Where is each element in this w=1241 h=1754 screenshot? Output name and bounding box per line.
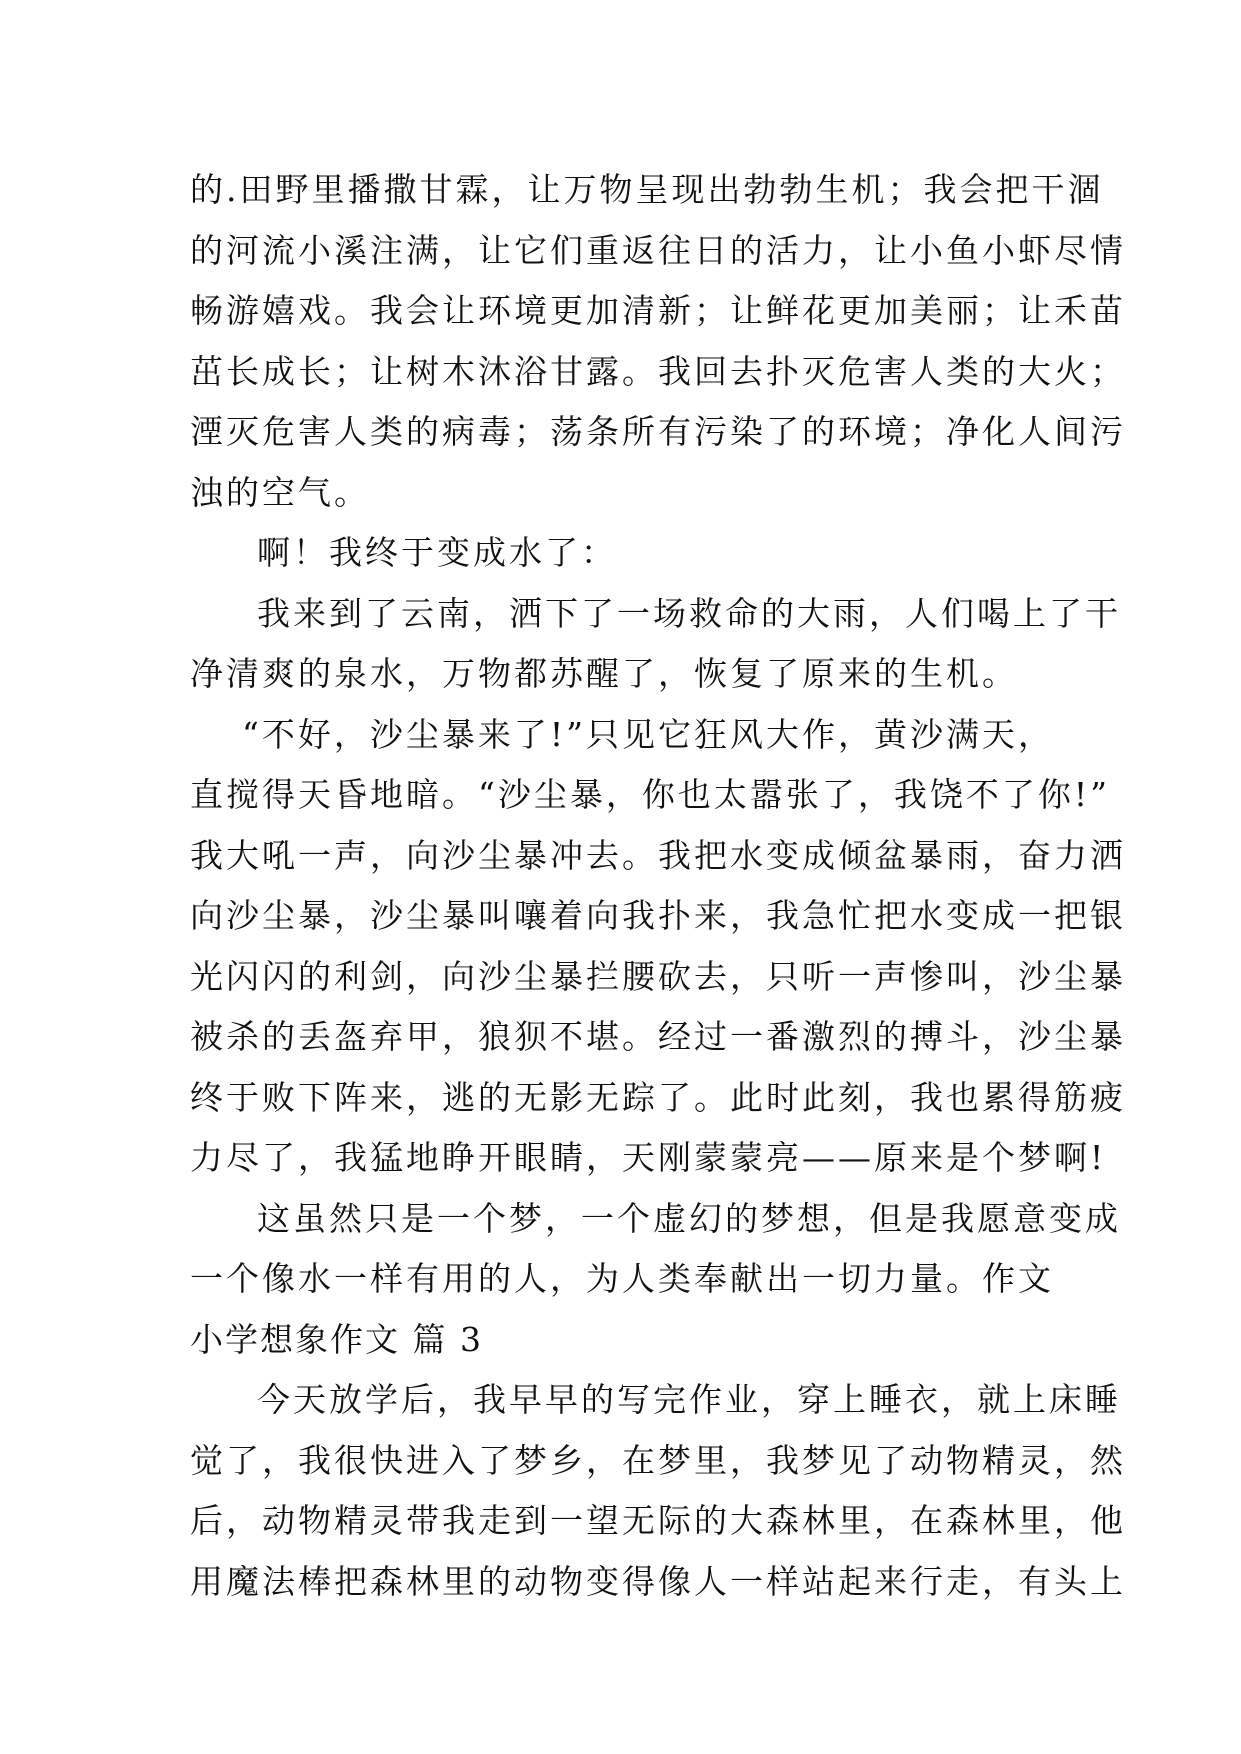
text-line: 终于败下阵来，逃的无影无踪了。此时此刻，我也累得筋疲: [190, 1077, 1126, 1117]
text-line: 净清爽的泉水，万物都苏醒了，恢复了原来的生机。: [190, 654, 1018, 693]
text-line: 一个像水一样有用的人，为人类奉献出一切力量。作文: [190, 1259, 1054, 1298]
paragraph-start-line: “不好，沙尘暴来了!”只见它狂风大作，黄沙满天，: [242, 714, 1055, 754]
text-line: 用魔法棒把森林里的动物变得像人一样站起来行走，有头上: [190, 1561, 1126, 1601]
text-line: 的河流小溪注满，让它们重返往日的活力，让小鱼小虾尽情: [190, 230, 1126, 270]
article-body: [190, 160, 1126, 1612]
text-line: 直搅得天昏地暗。“沙尘暴，你也太嚣张了，我饶不了你!”: [190, 775, 1111, 814]
paragraph-start-line: 今天放学后，我早早的写完作业，穿上睡衣，就上床睡: [257, 1380, 1121, 1419]
text-line: 我大吼一声，向沙尘暴冲去。我把水变成倾盆暴雨，奋力洒: [190, 835, 1126, 875]
section-heading: 小学想象作文 篇 3: [190, 1319, 483, 1359]
paragraph-start-line: 我来到了云南，洒下了一场救命的大雨，人们喝上了干: [257, 593, 1121, 633]
text-line: 湮灭危害人类的病毒；荡条所有污染了的环境；净化人间污: [190, 412, 1126, 451]
text-line: 力尽了，我猛地睁开眼睛，天刚蒙蒙亮——原来是个梦啊!: [190, 1138, 1107, 1177]
text-line: 觉了，我很快进入了梦乡，在梦里，我梦见了动物精灵，然: [190, 1440, 1126, 1480]
text-line: 向沙尘暴，沙尘暴叫嚷着向我扑来，我急忙把水变成一把银: [190, 896, 1126, 935]
text-line: 茁长成长；让树木沐浴甘露。我回去扑灭危害人类的大火；: [190, 351, 1126, 391]
paragraph-start-line: 啊！我终于变成水了：: [257, 533, 617, 572]
text-line: 后，动物精灵带我走到一望无际的大森林里，在森林里，他: [190, 1501, 1126, 1540]
text-line: 光闪闪的利剑，向沙尘暴拦腰砍去，只听一声惨叫，沙尘暴: [190, 956, 1126, 996]
text-line: 的.田野里播撒甘霖，让万物呈现出勃勃生机；我会把干涸: [190, 170, 1104, 209]
text-line: 被杀的丢盔弃甲，狼狈不堪。经过一番激烈的搏斗，沙尘暴: [190, 1017, 1126, 1056]
paragraph-start-line: 这虽然只是一个梦，一个虚幻的梦想，但是我愿意变成: [257, 1198, 1121, 1238]
text-line: 畅游嬉戏。我会让环境更加清新；让鲜花更加美丽；让禾苗: [190, 291, 1126, 330]
text-line: 浊的空气。: [190, 472, 370, 512]
